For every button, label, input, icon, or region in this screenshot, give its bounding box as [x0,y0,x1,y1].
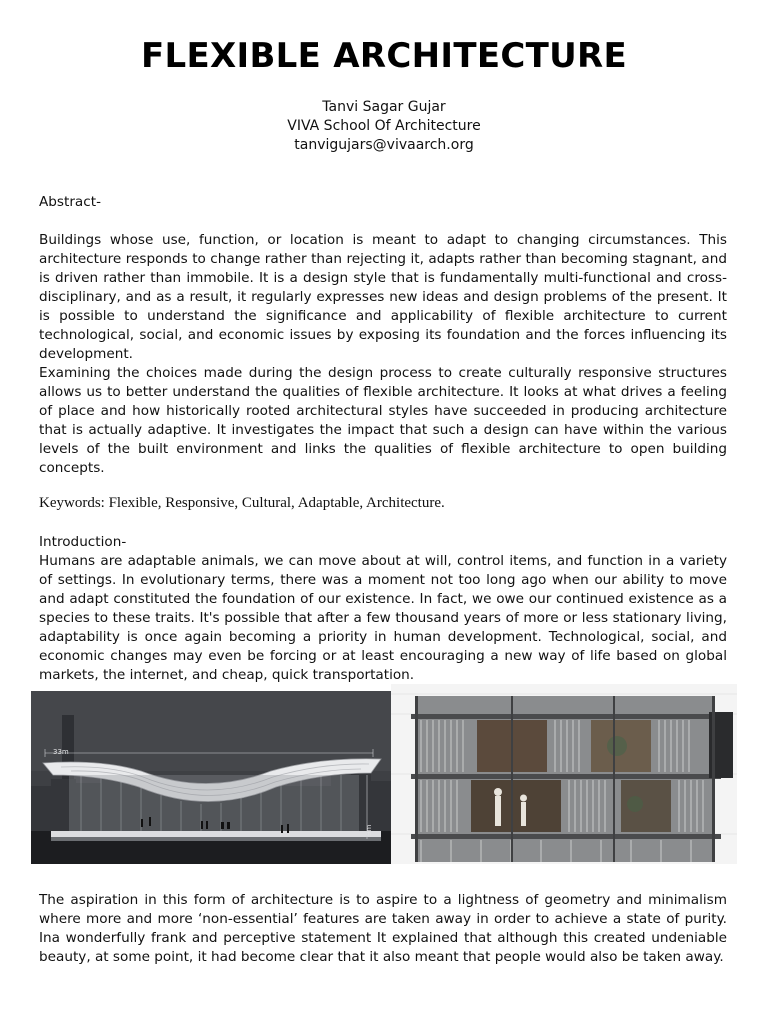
introduction-paragraph [39,552,727,685]
introduction-text: Humans are adaptable animals, we can move about at will, control items, and function in a variety of settings. In evolutionary terms, there was a moment not too long ago when our ability to move and adapt constituted the foundation of our existence. In fact, we owe our continued existence as a species to these traits. It's possible that after a few thousand years of more or less stationary living, adaptability is once again becoming a priority in human development. Technological, social, and economic changes may even be forcing or at least encouraging a new way of life based on global markets, the internet, and cheap, quick transportation. [39,553,727,683]
paper-title: FLEXIBLE ARCHITECTURE [140,36,628,76]
dimension-label-side: 9m [365,824,373,836]
abstract-paragraph-2 [39,364,727,478]
closing-text: The aspiration in this form of architecture is to aspire to a lightness of geometry and minimalism where more and more ‘non-essential’ features are taken away in order to achieve a state of purity. Ina wonderfully frank and perceptive statement It explained that although this created undeniable beauty, at some point, it had become clear that it also meant that people would also be taken away. [39,892,727,965]
facade-illustration [391,684,737,864]
abstract-text-1: Buildings whose use, function, or location is meant to adapt to changing circumstances. This architecture responds to change rather than rejecting it, adapts rather than becoming stagnant, and is driven rather than immobile. It is a design style that is fundamentally multi-functional and cross-disciplinary, and as a result, it regularly expresses new ideas and design problems of the present. It is possible to understand the significance and applicability of flexible architecture to current technological, social, and economic issues by exposing its foundation and the forces influencing its development. [39,232,727,362]
closing-paragraph [39,891,727,967]
author-email: tanvigujars@vivaarch.org [294,137,474,153]
pavilion-illustration [31,691,391,864]
abstract-text-2: Examining the choices made during the design process to create culturally responsive structures allows us to better understand the qualities of flexible architecture. It looks at what drives a feeling of place and how historically rooted architectural styles have succeeded in producing architecture that is actually adaptive. It investigates the impact that such a design can have within the various levels of the built environment and links the qualities of flexible architecture to open building concepts. [39,365,727,476]
author-name: Tanvi Sagar Gujar [322,99,446,115]
abstract-heading: Abstract- [39,194,101,210]
keywords: Keywords: Flexible, Responsive, Cultural, Adaptable, Architecture. [39,495,445,511]
abstract-paragraph-1 [39,231,727,364]
figure-pavilion-rendering [31,691,391,864]
author-affiliation: VIVA School Of Architecture [287,118,481,134]
introduction-heading: Introduction- [39,534,127,550]
dimension-label-top: 33m [53,748,69,756]
figure-facade-elevation [391,684,737,864]
